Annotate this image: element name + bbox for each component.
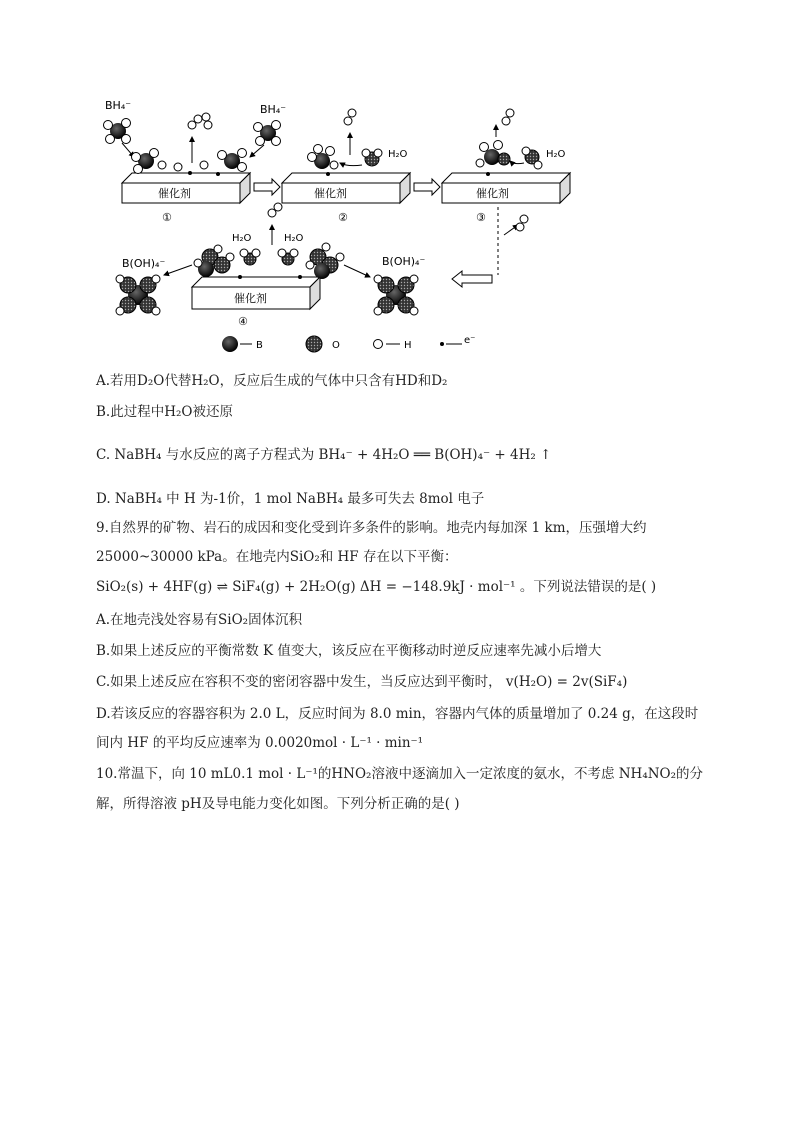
step-3-label: ③: [476, 211, 486, 224]
q10-stem-line-1: 10.常温下，向 10 mL0.1 mol · L⁻¹的HNO₂溶液中逐滴加入一定浓度的氨水，不考虑 NH₄NO₂的分: [96, 766, 704, 782]
legend-o-label: O: [332, 340, 340, 351]
q9-option-a: A.在地壳浅处容易有SiO₂固体沉积: [96, 612, 303, 628]
q8-option-d: D. NaBH₄ 中 H 为-1价，1 mol NaBH₄ 最多可失去 8mol 电子: [96, 491, 485, 507]
diagram-legend: [222, 335, 475, 352]
q8-option-c: C. NaBH₄ 与水反应的离子方程式为 BH₄⁻ + 4H₂O ══ B(OH)₄⁻ + 4H₂ ↑: [96, 447, 552, 463]
catalyst-label-1: 催化剂: [158, 187, 191, 200]
q9-option-d-line-2: 间内 HF 的平均反应速率为 0.0020mol · L⁻¹ · min⁻¹: [96, 735, 424, 751]
q9-equation: SiO₂(s) + 4HF(g) ⇌ SiF₄(g) + 2H₂O(g) ΔH = −148.9kJ · mol⁻¹ 。下列说法错误的是( ): [96, 579, 657, 595]
legend-b-label: B: [256, 340, 263, 351]
legend-h-swatch: [374, 340, 383, 349]
boh4-label-left: B(OH)₄⁻: [122, 257, 166, 270]
water-molecule-3: [522, 147, 542, 169]
bh-adsorbed-left: [132, 149, 167, 174]
catalyst-block-2: [282, 173, 410, 203]
legend-b-swatch: [222, 336, 238, 352]
bh4-label-right: BH₄⁻: [260, 103, 287, 116]
legend-e-label: e⁻: [464, 335, 476, 346]
bh4-label-left: BH₄⁻: [105, 99, 132, 112]
boh-intermediate-left: [194, 245, 234, 277]
h2o-label-3: H₂O: [232, 233, 252, 244]
catalyst-label-3: 催化剂: [476, 187, 509, 200]
catalyst-block-3: [442, 173, 570, 203]
catalyst-label-2: 催化剂: [314, 187, 347, 200]
water-molecule-5: [278, 249, 298, 265]
q8-option-b: B.此过程中H₂O被还原: [96, 404, 233, 420]
boh4-product-right: [374, 275, 418, 315]
q9-stem-line-2: 25000~30000 kPa。在地壳内SiO₂和 HF 存在以下平衡：: [96, 549, 458, 565]
bh4-molecule-left: [104, 119, 131, 144]
catalyst-label-4: 催化剂: [234, 292, 267, 305]
bh2oh-adsorbed: [476, 141, 510, 168]
h2o-label-1: H₂O: [388, 149, 408, 160]
catalysis-mechanism-diagram: [100, 95, 580, 360]
q10-stem-line-2: 解，所得溶液 pH及导电能力变化如图。下列分析正确的是( ): [96, 796, 460, 812]
legend-e-swatch: [440, 342, 444, 346]
water-molecule-2: [362, 149, 382, 166]
catalyst-block-1: [122, 173, 250, 203]
h2o-label-2: H₂O: [546, 149, 566, 160]
catalyst-block-4: [192, 277, 320, 309]
boh4-product-left: [116, 275, 160, 315]
q8-option-a: A.若用D₂O代替H₂O，反应后生成的气体中只含有HD和D₂: [96, 373, 448, 389]
h2o-label-4: H₂O: [284, 233, 304, 244]
boh4-label-right: B(OH)₄⁻: [382, 255, 426, 268]
q9-stem-line-1: 9.自然界的矿物、岩石的成因和变化受到许多条件的影响。地壳内每加深 1 km，压强增大约: [96, 520, 647, 536]
boh-intermediate-right: [306, 243, 344, 279]
step-1-label: ①: [162, 211, 172, 224]
q9-option-b: B.如果上述反应的平衡常数 K 值变大，该反应在平衡移动时逆反应速率先减小后增大: [96, 643, 602, 659]
bh4-molecule-right: [254, 121, 281, 146]
q9-option-c: C.如果上述反应在容积不变的密闭容器中发生，当反应达到平衡时， v(H₂O) = 2v(SiF₄): [96, 674, 628, 690]
bh3-adsorbed: [308, 145, 339, 170]
bh-adsorbed-right: [218, 149, 247, 172]
legend-h-label: H: [404, 340, 412, 351]
step-2-label: ②: [338, 211, 348, 224]
step-4-label: ④: [238, 315, 248, 328]
legend-o-swatch: [306, 336, 322, 352]
water-molecule-4: [240, 249, 260, 265]
q9-option-d-line-1: D.若该反应的容器容积为 2.0 L，反应时间为 8.0 min，容器内气体的质量增加了 0.24 g，在这段时: [96, 706, 699, 722]
